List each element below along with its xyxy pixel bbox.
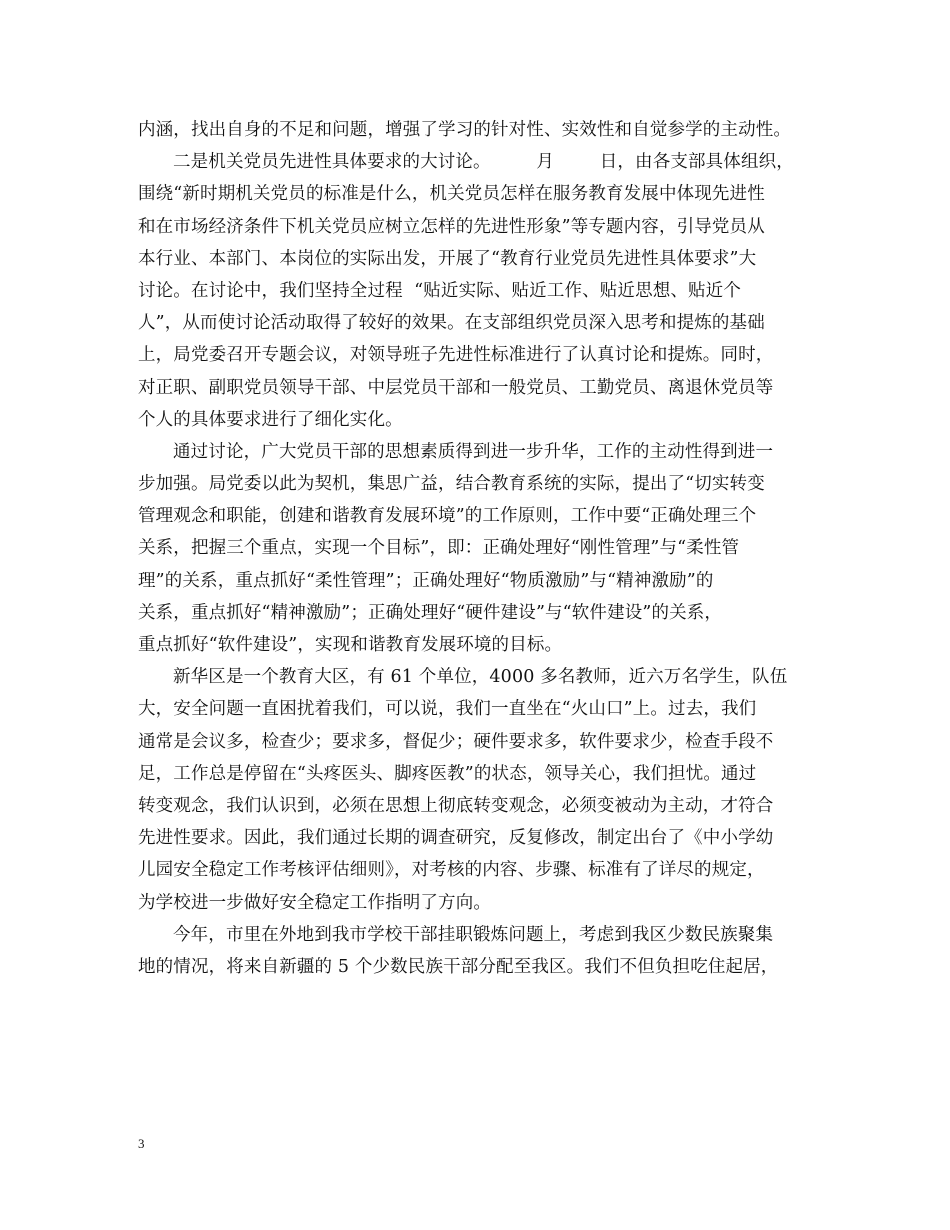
text-line: 大，安全问题一直困扰着我们，可以说，我们一直坐在“火山口”上。过去，我们 (138, 699, 757, 720)
text-line: 儿园安全稳定工作考核评估细则》，对考核的内容、步骤、标准有了详尽的规定， (138, 860, 765, 881)
text-line: 步加强。局党委以此为契机，集思广益，结合教育系统的实际，提出了“切实转变 (138, 474, 765, 495)
text-line: 新华区是一个教育大区，有 61 个单位，4000 多名教师，近六万名学生，队伍 (173, 667, 788, 688)
text-line: 先进性要求。因此，我们通过长期的调查研究，反复修改，制定出台了《中小学幼 (138, 828, 774, 849)
text-line: 人”，从而使讨论活动取得了较好的效果。在支部组织党员深入思考和提炼的基础 (138, 313, 765, 334)
text-line: 二是机关党员先进性具体要求的大讨论。 月 日，由各支部具体组织， (173, 152, 794, 173)
text-line: 通常是会议多，检查少；要求多，督促少；硬件要求多，软件要求少，检查手段不 (138, 731, 774, 752)
page-number: 3 (138, 1136, 145, 1151)
text-line: 围绕“新时期机关党员的标准是什么，机关党员怎样在服务教育发展中体现先进性 (138, 184, 765, 205)
text-line: 关系，重点抓好“精神激励”；正确处理好“硬件建设”与“软件建设”的关系， (138, 602, 723, 623)
text-line: 足，工作总是停留在“头疼医头、脚疼医教”的状态，领导关心，我们担忧。通过 (138, 763, 757, 784)
text-line: 管理观念和职能，创建和谐教育发展环境”的工作原则，工作中要“正确处理三个 (138, 506, 757, 527)
text-line: 内涵，找出自身的不足和问题，增强了学习的针对性、实效性和自觉参学的主动性。 (138, 120, 792, 140)
text-line: 对正职、副职党员领导干部、中层党员干部和一般党员、工勤党员、离退休党员等 (138, 377, 774, 398)
text-line: 地的情况，将来自新疆的 5 个少数民族干部分配至我区。我们不但负担吃住起居， (138, 956, 779, 977)
text-line: 今年，市里在外地到我市学校干部挂职锻炼问题上，考虑到我区少数民族聚集 (173, 924, 774, 945)
text-line: 讨论。在讨论中，我们坚持全过程 “贴近实际、贴近工作、贴近思想、贴近个 (138, 280, 741, 301)
text-line: 和在市场经济条件下机关党员应树立怎样的先进性形象”等专题内容，引导党员从 (138, 216, 765, 237)
text-line: 个人的具体要求进行了细化实化。 (138, 409, 403, 430)
text-line: 关系，把握三个重点，实现一个目标”，即：正确处理好“刚性管理”与“柔性管 (138, 538, 740, 559)
text-line: 重点抓好“软件建设”，实现和谐教育发展环境的目标。 (138, 635, 563, 655)
body-text (138, 114, 824, 983)
text-line: 理”的关系，重点抓好“柔性管理”；正确处理好“物质激励”与“精神激励”的 (138, 570, 714, 591)
text-line: 为学校进一步做好安全稳定工作指明了方向。 (138, 892, 491, 913)
text-line: 通过讨论，广大党员干部的思想素质得到进一步升华，工作的主动性得到进一 (173, 441, 774, 462)
text-line: 本行业、本部门、本岗位的实际出发，开展了“教育行业党员先进性具体要求”大 (138, 248, 757, 269)
text-line: 转变观念，我们认识到，必须在思想上彻底转变观念，必须变被动为主动，才符合 (138, 795, 774, 816)
text-line: 上，局党委召开专题会议，对领导班子先进性标准进行了认真讨论和提炼。同时， (138, 345, 774, 366)
